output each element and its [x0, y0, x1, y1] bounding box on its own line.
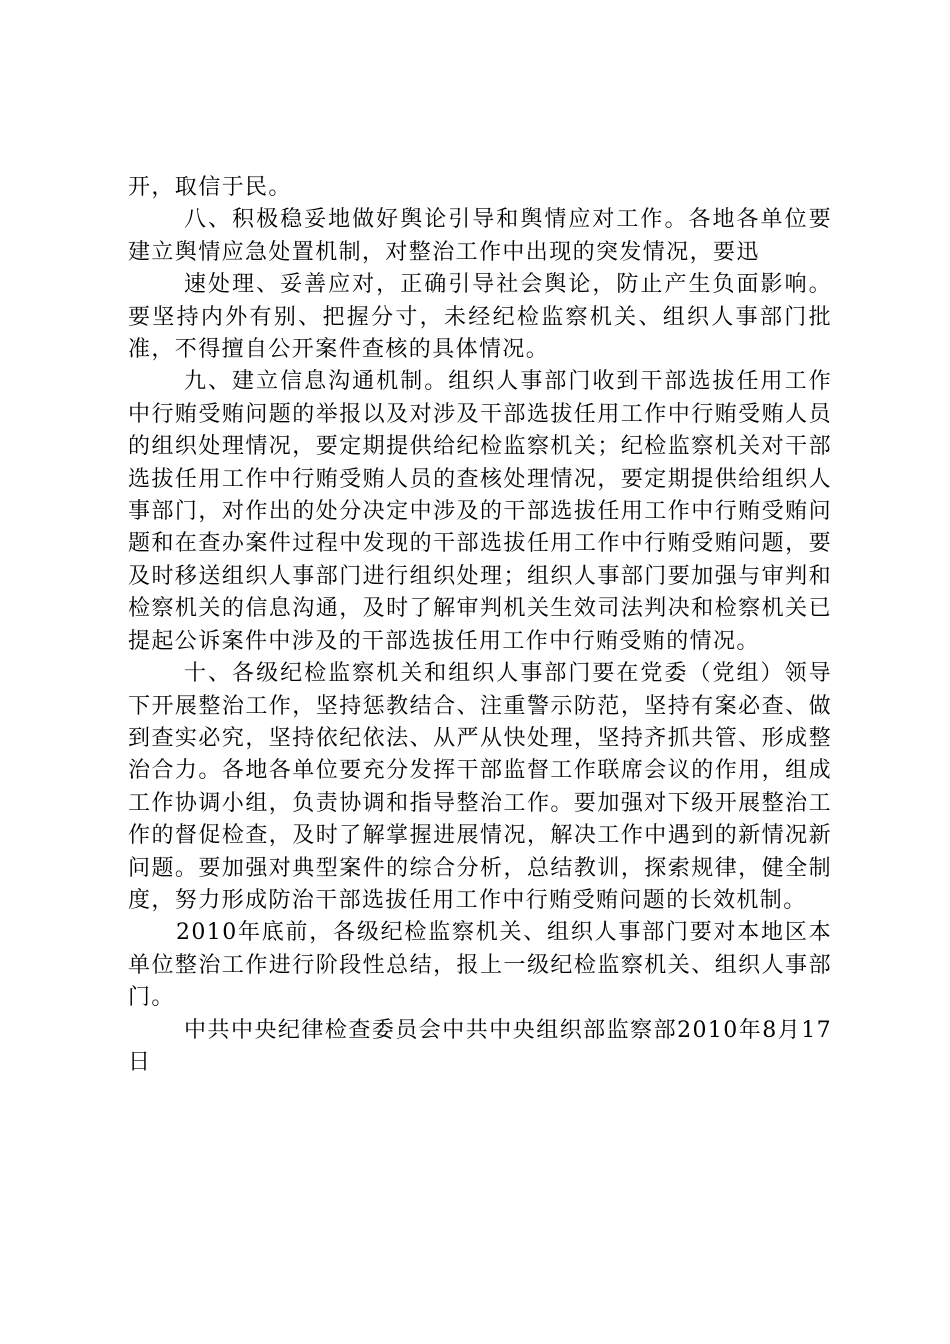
signature-and-date: 中共中央纪律检查委员会中共中央组织部监察部2010年8月17日 — [128, 1017, 832, 1075]
paragraph-item-10: 十、各级纪检监察机关和组织人事部门要在党委（党组）领导下开展整治工作，坚持惩教结合、注重警示防范，坚持有案必查、做到查实必究，坚持依纪依法、从严从快处理，坚持齐抓共管、形成整治合力。各地各单位要充分发挥干部监督工作联席会议的作用，组成工作协调小组，负责协调和指导整治工作。要加强对下级开展整治工作的督促检查，及时了解掌握进展情况，解决工作中遇到的新情况新问题。要加强对典型案件的综合分析，总结教训，探索规律，健全制度，努力形成防治干部选拔任用工作中行贿受贿问题的长效机制。 — [128, 661, 832, 913]
paragraph-deadline: 2010年底前，各级纪检监察机关、组织人事部门要对本地区本单位整治工作进行阶段性总结，报上一级纪检监察机关、组织人事部门。 — [128, 920, 832, 1011]
paragraph-item-9: 九、建立信息沟通机制。组织人事部门收到干部选拔任用工作中行贿受贿问题的举报以及对涉及干部选拔任用工作中行贿受贿人员的组织处理情况，要定期提供给纪检监察机关；纪检监察机关对干部选拔任用工作中行贿受贿人员的查核处理情况，要定期提供给组织人事部门，对作出的处分决定中涉及的干部选拔任用工作中行贿受贿问题和在查办案件过程中发现的干部选拔任用工作中行贿受贿问题，要及时移送组织人事部门进行组织处理；组织人事部门要加强与审判和检察机关的信息沟通，及时了解审判机关生效司法判决和检察机关已提起公诉案件中涉及的干部选拔任用工作中行贿受贿的情况。 — [128, 369, 832, 654]
paragraph-item-8: 八、积极稳妥地做好舆论引导和舆情应对工作。各地各单位要建立舆情应急处置机制，对整治工作中出现的突发情况，要迅 — [128, 207, 832, 265]
paragraph-continuation: 开，取信于民。 — [128, 175, 292, 200]
paragraph-item-8-continued: 速处理、妥善应对，正确引导社会舆论，防止产生负面影响。要坚持内外有别、把握分寸，未经纪检监察机关、组织人事部门批准，不得擅自公开案件查核的具体情况。 — [128, 272, 832, 363]
document-body — [128, 172, 832, 1079]
